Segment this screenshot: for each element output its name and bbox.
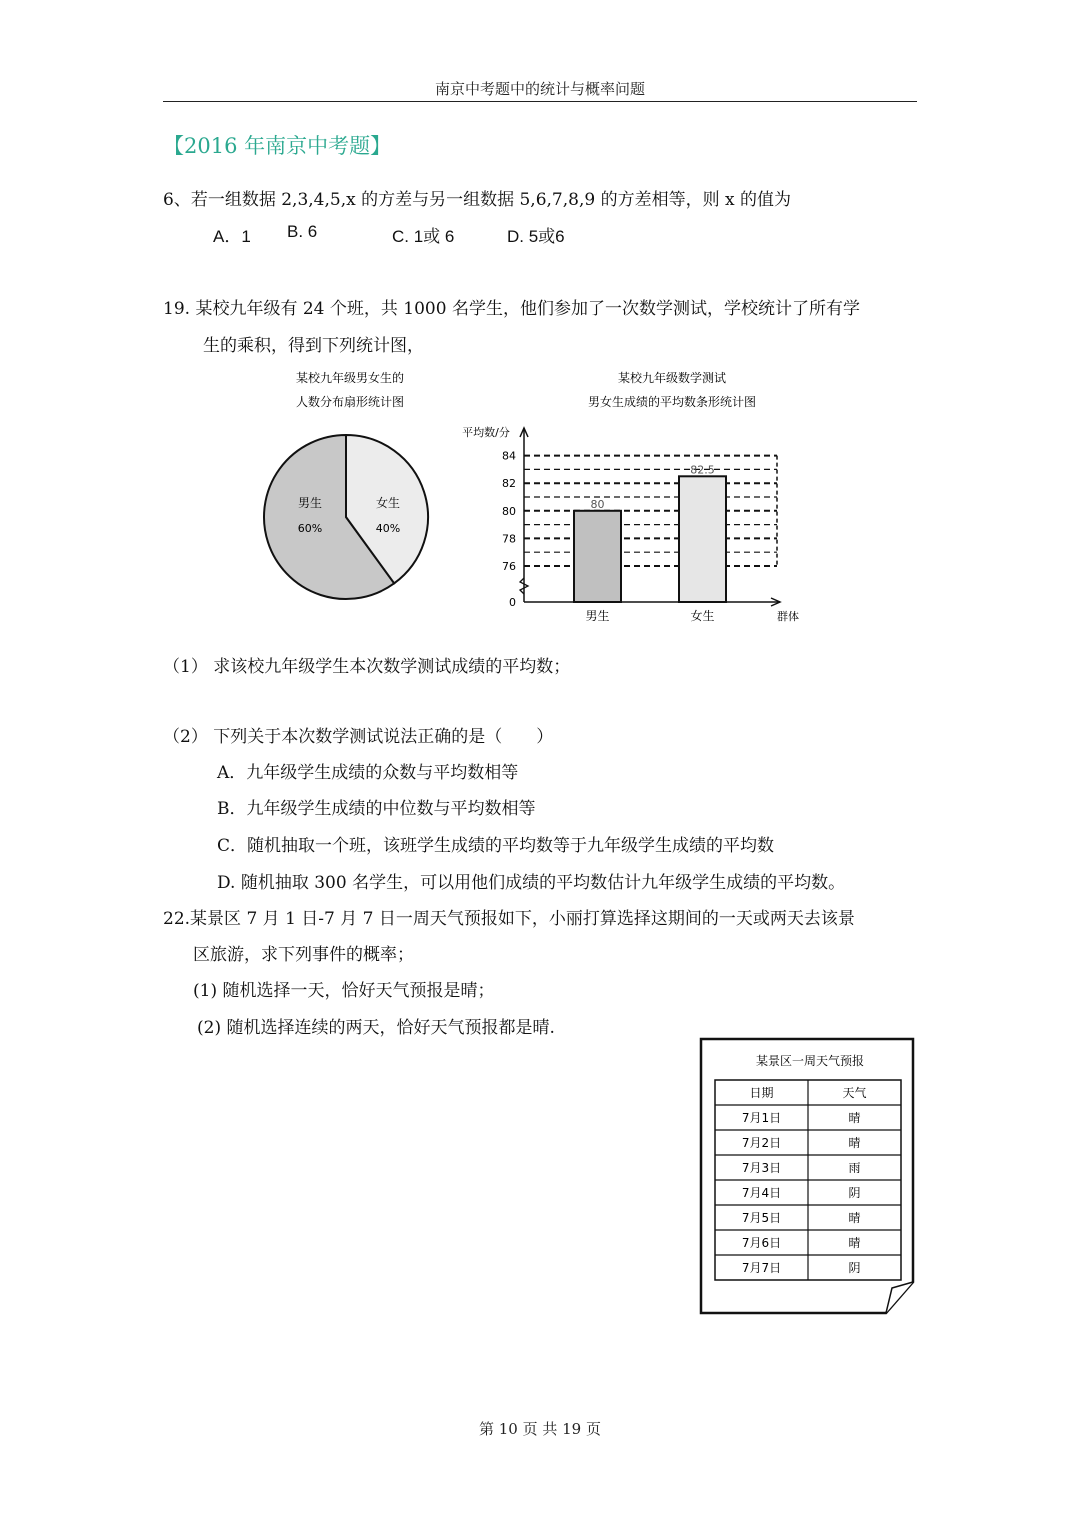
bar-girls bbox=[679, 476, 726, 602]
bar-value-label: 82.5 bbox=[690, 463, 715, 477]
bar-title-line1: 某校九年级数学测试 bbox=[617, 371, 727, 385]
table-cell-date: 7月2日 bbox=[741, 1136, 782, 1150]
q6-option-a: A．1 bbox=[213, 227, 251, 246]
pie-percent-boys: 60% bbox=[297, 522, 323, 535]
q22-sub1: (1) 随机选择一天，恰好天气预报是晴； bbox=[193, 981, 495, 1001]
table-cell-weather: 晴 bbox=[848, 1236, 861, 1250]
section-title: 【2016 年南京中考题】 bbox=[163, 134, 392, 158]
x-tick-label: 男生 bbox=[585, 609, 610, 623]
q6-option-c: C. 1或 6 bbox=[392, 227, 455, 246]
weather-table-title: 某景区一周天气预报 bbox=[755, 1054, 865, 1068]
x-tick-label: 女生 bbox=[690, 609, 715, 623]
pie-label-girls: 女生 bbox=[375, 496, 401, 510]
table-cell-date: 7月1日 bbox=[741, 1111, 782, 1125]
bar-boys bbox=[574, 511, 621, 602]
q6-option-d: D. 5或6 bbox=[507, 227, 565, 246]
q6-stem: 6、若一组数据 2,3,4,5,x 的方差与另一组数据 5,6,7,8,9 的方差相等，则 x 的值为 bbox=[163, 190, 791, 210]
table-header-date: 日期 bbox=[749, 1086, 774, 1100]
pie-chart bbox=[264, 435, 428, 599]
pie-title-line1: 某校九年级男女生的 bbox=[295, 371, 405, 385]
weather-table bbox=[698, 1036, 918, 1318]
pie-title-line2: 人数分布扇形统计图 bbox=[295, 395, 405, 409]
y-tick-label: 84 bbox=[502, 449, 516, 463]
q19-stem-line2: 生的乘积，得到下列统计图， bbox=[203, 336, 424, 356]
q19-option-c: C．随机抽取一个班，该班学生成绩的平均数等于九年级学生成绩的平均数 bbox=[217, 836, 775, 856]
y-tick-label: 82 bbox=[502, 477, 516, 491]
table-cell-date: 7月3日 bbox=[741, 1161, 782, 1175]
table-cell-weather: 阴 bbox=[848, 1186, 861, 1200]
q19-stem-line1: 19. 某校九年级有 24 个班，共 1000 名学生，他们参加了一次数学测试，学校统计了所有学 bbox=[163, 299, 860, 319]
table-cell-date: 7月6日 bbox=[741, 1236, 782, 1250]
y-tick-label: 78 bbox=[502, 532, 516, 546]
q22-sub2: (2) 随机选择连续的两天，恰好天气预报都是晴. bbox=[197, 1018, 555, 1038]
q19-option-a: A．九年级学生成绩的众数与平均数相等 bbox=[217, 763, 519, 783]
bar-xlabel: 群体 bbox=[777, 610, 799, 623]
page-footer: 第 10 页 共 19 页 bbox=[478, 1420, 601, 1438]
table-header-weather: 天气 bbox=[842, 1086, 867, 1100]
q6-option-b: B. 6 bbox=[287, 222, 318, 241]
q22-stem-line2: 区旅游，求下列事件的概率； bbox=[193, 945, 414, 965]
bar-title-line2: 男女生成绩的平均数条形统计图 bbox=[587, 395, 757, 409]
bar-value-label: 80 bbox=[590, 497, 605, 511]
table-cell-date: 7月5日 bbox=[741, 1211, 782, 1225]
q19-sub1: （1） 求该校九年级学生本次数学测试成绩的平均数； bbox=[163, 657, 571, 677]
table-cell-weather: 雨 bbox=[848, 1161, 861, 1175]
y-tick-label: 76 bbox=[502, 560, 516, 573]
table-cell-weather: 晴 bbox=[848, 1136, 861, 1150]
pie-label-boys: 男生 bbox=[297, 496, 323, 510]
y-tick-label: 80 bbox=[502, 504, 516, 518]
bar-ylabel: 平均数/分 bbox=[462, 426, 510, 439]
bar-chart bbox=[502, 428, 780, 623]
q19-charts bbox=[250, 362, 820, 634]
table-cell-date: 7月4日 bbox=[741, 1186, 782, 1200]
q19-sub2: （2） 下列关于本次数学测试说法正确的是（ ） bbox=[163, 727, 554, 747]
page-header-title: 南京中考题中的统计与概率问题 bbox=[434, 80, 645, 98]
table-cell-weather: 阴 bbox=[848, 1261, 861, 1275]
q22-stem-line1: 22.某景区 7 月 1 日-7 月 7 日一周天气预报如下，小丽打算选择这期间的一天或两天去该景 bbox=[163, 909, 855, 929]
q19-option-d: D. 随机抽取 300 名学生，可以用他们成绩的平均数估计九年级学生成绩的平均数。 bbox=[217, 873, 846, 893]
header-rule bbox=[163, 101, 917, 102]
table-cell-weather: 晴 bbox=[848, 1111, 861, 1125]
table-cell-date: 7月7日 bbox=[741, 1261, 782, 1275]
table-cell-weather: 晴 bbox=[848, 1211, 861, 1225]
pie-percent-girls: 40% bbox=[375, 522, 401, 535]
y-tick-label-zero: 0 bbox=[509, 596, 516, 609]
q19-option-b: B．九年级学生成绩的中位数与平均数相等 bbox=[217, 799, 536, 819]
